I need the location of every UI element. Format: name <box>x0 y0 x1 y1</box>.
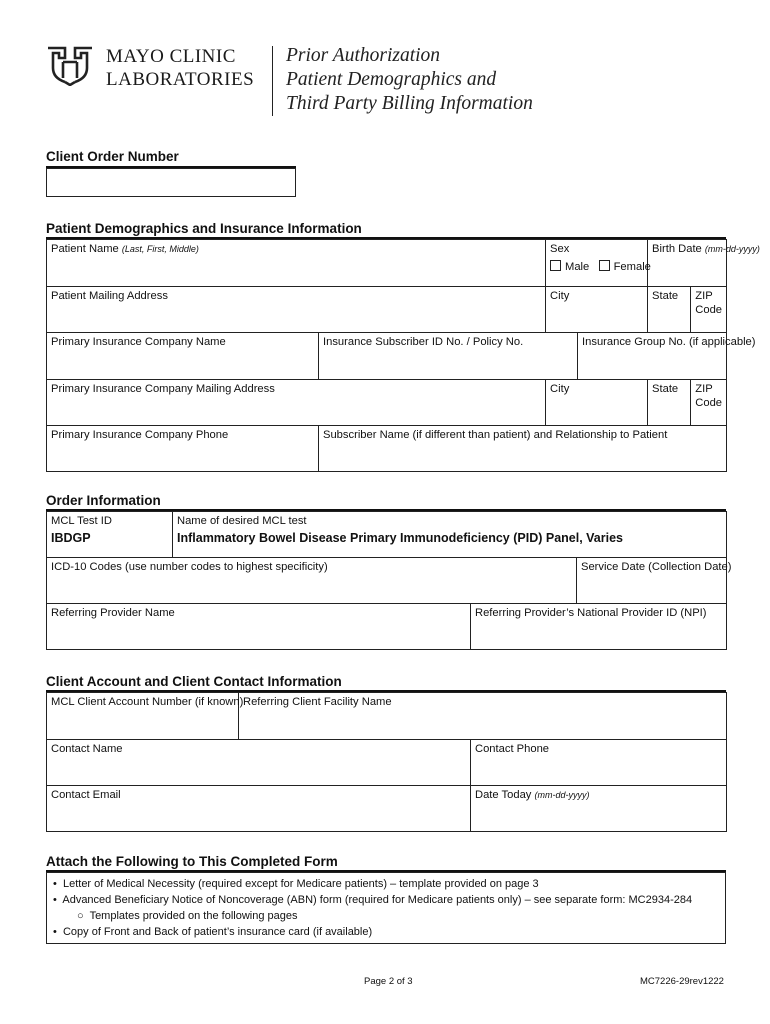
demographics-heading: Patient Demographics and Insurance Information <box>46 221 362 236</box>
patient-name-label: Patient Name <box>51 243 119 255</box>
logo-line-2: LABORATORIES <box>106 69 255 90</box>
provider-npi-field[interactable]: Referring Provider’s National Provider ID (NPI) <box>471 604 727 650</box>
icd-codes-field[interactable]: ICD-10 Codes (use number codes to highest specificity) <box>47 558 577 604</box>
mailing-address-field[interactable]: Patient Mailing Address <box>47 287 546 333</box>
date-today-field[interactable] <box>471 786 727 832</box>
list-item: • Letter of Medical Necessity (required except for Medicare patients) – template provided on page 3 <box>53 878 539 890</box>
form-title <box>286 44 533 116</box>
insurance-phone-field[interactable]: Primary Insurance Company Phone <box>47 426 319 472</box>
page-number: Page 2 of 3 <box>364 976 413 987</box>
group-number-field[interactable]: Insurance Group No. (if applicable) <box>578 333 727 380</box>
logo-line-1: MAYO CLINIC <box>106 46 236 67</box>
subscriber-name-field[interactable]: Subscriber Name (if different than patient) and Relationship to Patient <box>319 426 727 472</box>
state-zip-cell <box>648 287 727 333</box>
birth-date-label: Birth Date <box>652 243 702 255</box>
facility-name-field[interactable]: Referring Client Facility Name <box>239 693 727 740</box>
title-line-2: Patient Demographics and <box>286 69 497 90</box>
client-account-table <box>46 692 727 832</box>
insurance-state-field[interactable]: State <box>648 380 691 425</box>
client-order-heading: Client Order Number <box>46 149 179 164</box>
mayo-shield-logo-icon <box>45 46 95 86</box>
title-line-3: Third Party Billing Information <box>286 93 533 114</box>
attach-list <box>46 872 726 944</box>
form-code: MC7226-29rev1222 <box>640 976 724 987</box>
client-order-input[interactable] <box>46 168 296 197</box>
zip-field[interactable]: ZIP Code <box>695 290 723 316</box>
insurance-state-zip-cell <box>648 380 727 426</box>
logo-wordmark <box>106 45 254 91</box>
sex-field <box>546 240 651 287</box>
list-subitem: ○ Templates provided on the following pages <box>77 910 298 922</box>
list-item: • Advanced Beneficiary Notice of Noncoverage (ABN) form (required for Medicare patients only) – see separate form: MC2934-284 <box>53 894 693 906</box>
contact-phone-field[interactable]: Contact Phone <box>471 740 727 786</box>
insurance-address-field[interactable]: Primary Insurance Company Mailing Address <box>47 380 546 426</box>
male-label: Male <box>565 261 590 273</box>
attach-heading: Attach the Following to This Completed Form <box>46 854 338 869</box>
demographics-table <box>46 239 760 472</box>
patient-name-field[interactable] <box>47 240 546 287</box>
sex-label: Sex <box>550 243 570 255</box>
insurance-zip-field[interactable]: ZIP Code <box>695 383 723 409</box>
date-today-hint: (mm-dd-yyyy) <box>534 790 590 800</box>
patient-name-hint: (Last, First, Middle) <box>121 244 199 254</box>
order-heading: Order Information <box>46 493 161 508</box>
insurance-city-field[interactable]: City <box>546 380 648 426</box>
title-line-1: Prior Authorization <box>286 45 441 66</box>
female-checkbox[interactable] <box>599 260 610 271</box>
header-divider <box>272 46 273 116</box>
test-name-value: Inflammatory Bowel Disease Primary Immunodeficiency (PID) Panel, Varies <box>177 531 624 545</box>
order-table <box>46 511 732 650</box>
attach-item-3: Copy of Front and Back of patient’s insurance card (if available) <box>62 926 373 938</box>
test-id-label: MCL Test ID <box>51 515 112 527</box>
birth-date-field[interactable] <box>648 240 760 287</box>
contact-name-field[interactable]: Contact Name <box>47 740 471 786</box>
male-checkbox[interactable] <box>550 260 561 271</box>
attach-item-2: Advanced Beneficiary Notice of Noncoverage (ABN) form (required for Medicare patients only) – see separate form: MC2934-284 <box>62 894 693 906</box>
service-date-field[interactable]: Service Date (Collection Date) <box>577 558 727 604</box>
test-id-value: IBDGP <box>51 531 91 545</box>
test-name-field[interactable] <box>173 512 727 558</box>
city-field[interactable]: City <box>546 287 648 333</box>
list-item: • Copy of Front and Back of patient’s insurance card (if available) <box>53 926 373 938</box>
birth-date-hint: (mm-dd-yyyy) <box>704 244 760 254</box>
client-account-heading: Client Account and Client Contact Information <box>46 674 342 689</box>
subscriber-id-field[interactable]: Insurance Subscriber ID No. / Policy No. <box>319 333 578 380</box>
attach-item-1: Letter of Medical Necessity (required except for Medicare patients) – template provided on page 3 <box>62 878 539 890</box>
attach-item-2-sub: Templates provided on the following pages <box>89 910 298 922</box>
provider-name-field[interactable]: Referring Provider Name <box>47 604 471 650</box>
test-id-field[interactable] <box>47 512 173 558</box>
date-today-label: Date Today <box>475 789 532 801</box>
test-name-label: Name of desired MCL test <box>177 515 307 527</box>
state-field[interactable]: State <box>648 287 691 332</box>
contact-email-field[interactable]: Contact Email <box>47 786 471 832</box>
account-number-field[interactable]: MCL Client Account Number (if known) <box>47 693 239 740</box>
insurance-company-field[interactable]: Primary Insurance Company Name <box>47 333 319 380</box>
female-label: Female <box>613 261 651 273</box>
